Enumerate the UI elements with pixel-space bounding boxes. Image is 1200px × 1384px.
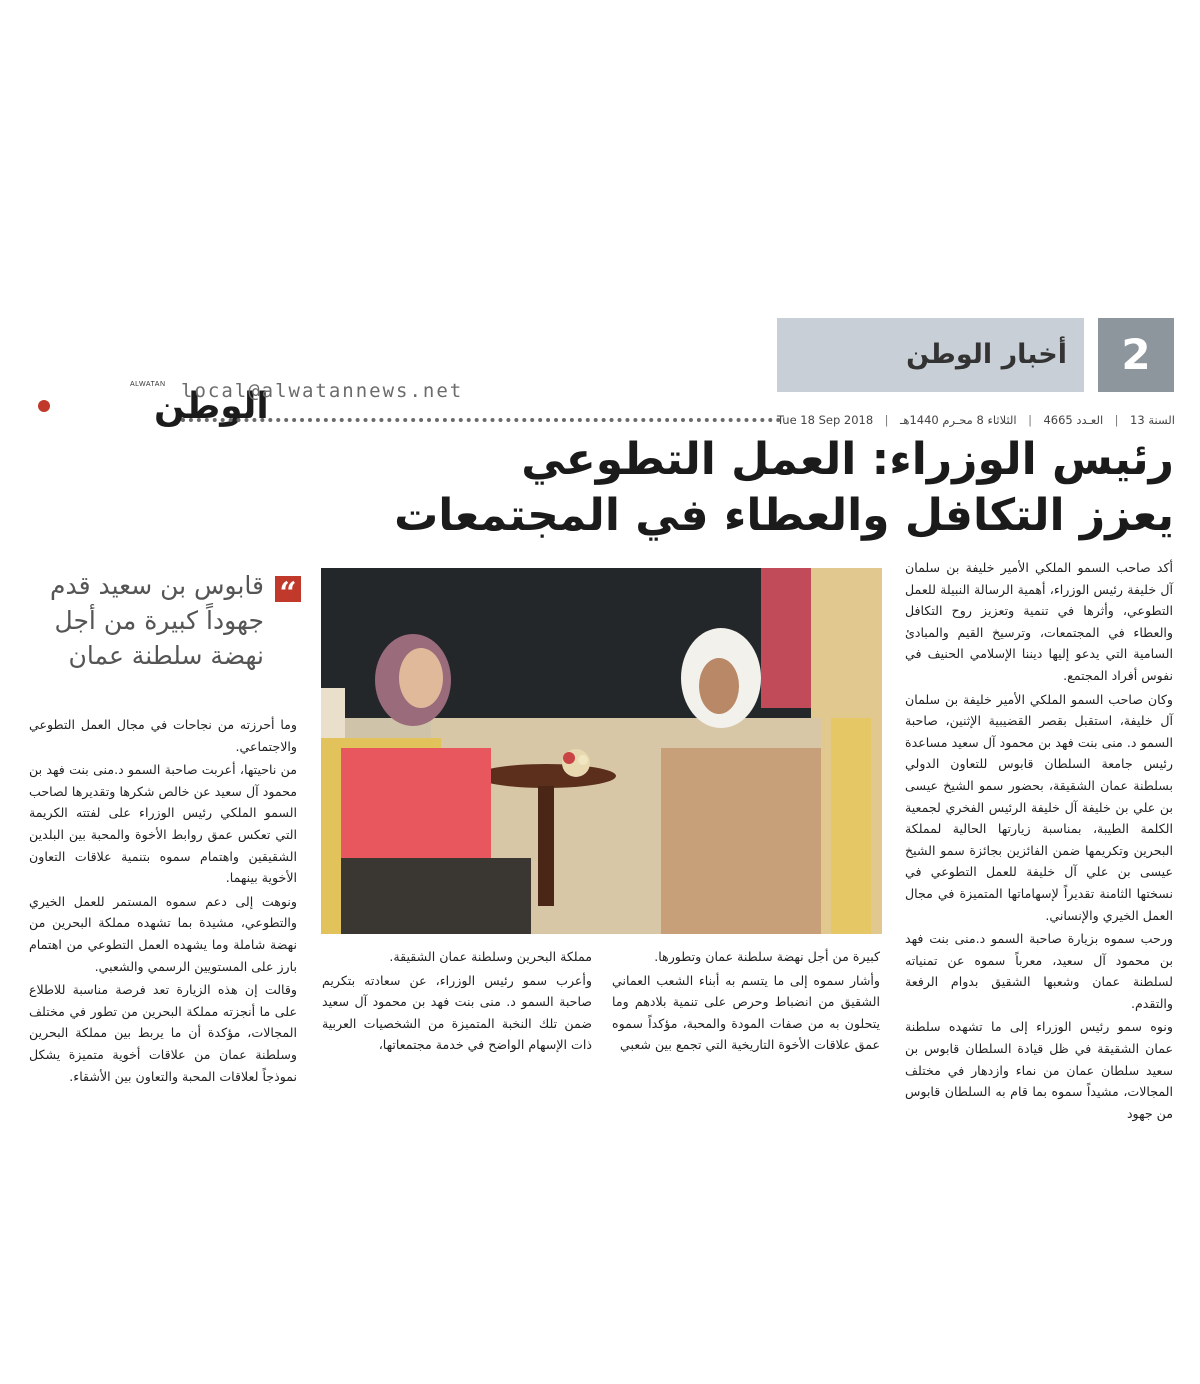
paragraph: ونوه سمو رئيس الوزراء إلى ما تشهده سلطنة عمان الشقيقة في ظل قيادة السلطان قابوس بن سعيد سلطان عمان من نماء وازدهار في مختلف المجالات، مشيداً سموه بما قام به السلطان قابوس من جهود <box>905 1019 1173 1121</box>
logo-dot-icon <box>38 400 50 412</box>
article-column-3 <box>322 946 592 1058</box>
issue-date-ar: الثلاثاء 8 محـرم 1440هـ <box>900 413 1017 427</box>
headline-line-1: رئيس الوزراء: العمل التطوعي <box>521 434 1174 485</box>
issue-date-en: Tue 18 Sep 2018 <box>777 413 874 427</box>
section-title: أخبار الوطن <box>906 339 1067 370</box>
issue-info: Tue 18 Sep 2018 | الثلاثاء 8 محـرم 1440هـ | العـدد 4665 | السنة 13 <box>777 413 1175 427</box>
article-column-2 <box>612 946 880 1058</box>
article-column-4 <box>29 714 297 1089</box>
headline-line-2: يعزز التكافل والعطاء في المجتمعات <box>394 490 1174 541</box>
contact-email[interactable]: local@alwatannews.net <box>181 380 464 402</box>
article-column-1 <box>905 557 1173 1126</box>
paragraph: وكان صاحب السمو الملكي الأمير خليفة بن سلمان آل خليفة، استقبل بقصر القضيبية الإثنين، صاحبة السمو د. منى بنت فهد بن محمود آل سعيد مساعدة رئيس جامعة السلطان قابوس للتعاون الدولي بسلطنة عمان الشقيقة، بحضور سمو الشيخ عيسى بن علي بن خليفة آل خليفة الرئيس الفخري لجمعية الكلمة الطيبة، بمناسبة زيارتها الحالية لمملكة البحرين وتكريمها ضمن الفائزين بجائزة سمو الشيخ عيسى بن علي آل خليفة للعمل التطوعي في نسختها الثامنة تقديراً لإسهاماتها المتميزة في مجال العمل الخيري والإنساني. <box>905 691 1173 923</box>
logo-text: الوطن <box>154 386 269 427</box>
paragraph: كبيرة من أجل نهضة سلطنة عمان وتطورها. <box>654 949 880 964</box>
paragraph: ورحب سموه بزيارة صاحبة السمو د.منى بنت فهد بن محمود آل سعيد، معرباً سموه عن تمنياته لسلطنة عمان وشعبها الشقيق بدوام الرفعة والتقدم. <box>905 931 1173 1011</box>
issue-number: العـدد 4665 <box>1043 413 1104 427</box>
paragraph: من ناحيتها، أعربت صاحبة السمو د.منى بنت فهد بن محمود آل سعيد عن خالص شكرها وتقديرها لصاحب السمو الملكي رئيس الوزراء على لفتته الكريمة التي تعكس عمق روابط الأخوة والمحبة بين البلدين الشقيقين واهتمام سموه بتنمية علاقات التعاون الأخوية بينهما. <box>29 762 297 886</box>
header-divider <box>181 418 781 422</box>
paragraph: وما أحرزته من نجاحات في مجال العمل التطوعي والاجتماعي. <box>29 717 297 754</box>
alwatan-logo <box>26 378 269 427</box>
paragraph: أكد صاحب السمو الملكي الأمير خليفة بن سلمان آل خليفة رئيس الوزراء، أهمية الرسالة النبيلة للعمل التطوعي، وأثرها في تنمية وتعزيز روح التكافل والعطاء في المجتمعات، وترسيخ القيم والمبادئ السامية التي يدعو إليها ديننا الإسلامي الحنيف في نفوس أفراد المجتمع. <box>905 560 1173 683</box>
paragraph: وأشار سموه إلى ما يتسم به أبناء الشعب العماني الشقيق من انضباط وحرص على تنمية بلادهم وما يتحلون به من صفات المودة والمحبة، مؤكداً سموه عمق علاقات الأخوة التاريخية التي تجمع بين شعبي <box>612 972 880 1053</box>
pull-quote: قابوس بن سعيد قدم جهوداً كبيرة من أجل نهضة سلطنة عمان <box>49 571 264 670</box>
paragraph: وقالت إن هذه الزيارة تعد فرصة مناسبة للاطلاع على ما أنجزته مملكة البحرين من تطور في مختلف المجالات، مؤكدة أن ما يربط بين مملكة البحرين وسلطنة عمان من علاقات أخوية متميزة يشكل نموذجاً لعلاقات المحبة والتعاون بين الأشقاء. <box>29 982 297 1084</box>
paragraph: وأعرب سمو رئيس الوزراء، عن سعادته بتكريم صاحبة السمو د. منى بنت فهد بن محمود آل سعيد ضمن تلك النخبة المتميزة من الشخصيات العربية ذات الإسهام الواضح في خدمة مجتمعاتها، <box>322 972 592 1053</box>
page-number: 2 <box>1098 318 1174 392</box>
issue-year: السنة 13 <box>1130 413 1175 427</box>
logo-sub-text: ALWATAN <box>130 381 166 388</box>
article-headline <box>274 432 1174 544</box>
quote-mark-icon: “ <box>275 576 301 602</box>
paragraph: ونوهت إلى دعم سموه المستمر للعمل الخيري والتطوعي، مشيدة بما تشهده مملكة البحرين من نهضة شاملة وما يشهده العمل التطوعي من اهتمام بارز على المستويين الرسمي والشعبي. <box>29 893 297 974</box>
article-photo <box>321 568 882 934</box>
paragraph: مملكة البحرين وسلطنة عمان الشقيقة. <box>389 949 592 964</box>
